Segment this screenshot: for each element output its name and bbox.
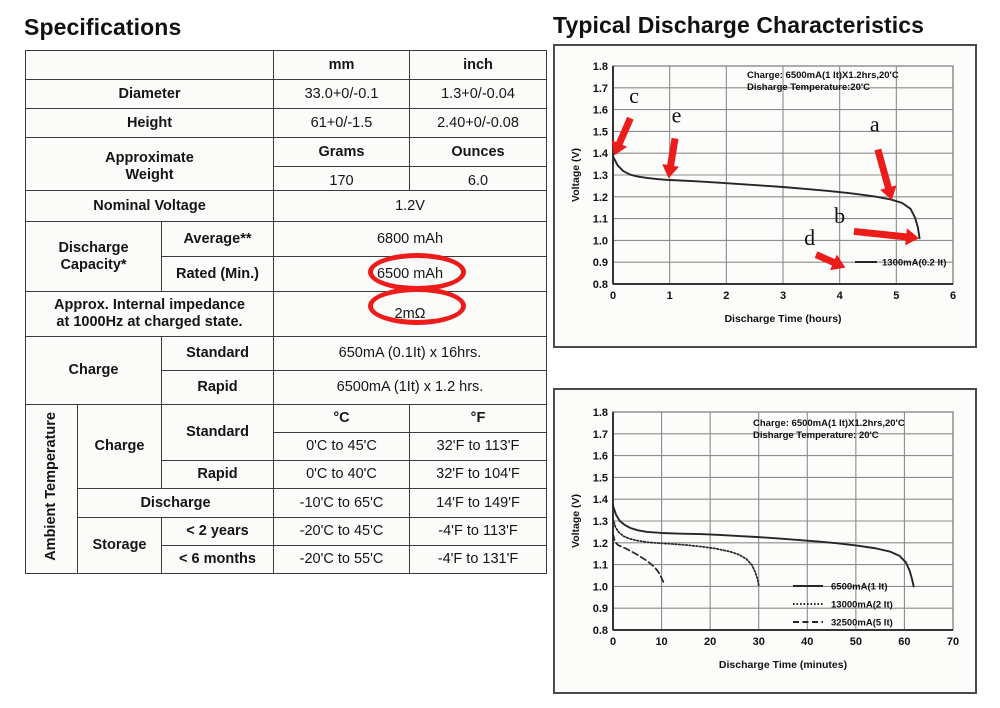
ambient-line1: Ambient [43,503,60,562]
discharge-rated-label: Rated (Min.) [162,257,274,292]
svg-text:Disharge Temperature: 20'C: Disharge Temperature: 20'C [753,430,879,441]
ambient-discharge-c: -10'C to 65'C [274,489,410,518]
svg-text:c: c [629,83,639,109]
svg-text:10: 10 [655,636,668,648]
row-label-diameter: Diameter [26,80,274,109]
svg-text:1.5: 1.5 [592,126,608,139]
discharge-characteristics-heading: Typical Discharge Characteristics [553,12,925,38]
svg-text:1.2: 1.2 [592,537,608,550]
ambient-storage-6m-c: -20'C to 55'C [274,546,410,574]
svg-text:13000mA(2 It): 13000mA(2 It) [831,599,893,611]
ambient-line2: Temperature [43,412,60,500]
svg-text:1.0: 1.0 [592,581,608,594]
svg-text:4: 4 [836,290,843,302]
ambient-storage-6m-label: < 6 months [162,546,274,574]
svg-text:1.1: 1.1 [592,559,608,572]
ambient-charge-label: Charge [78,405,162,489]
diameter-inch: 1.3+0/-0.04 [410,80,547,109]
ambient-charge-standard-c: 0'C to 45'C [274,433,410,461]
svg-text:1.6: 1.6 [592,104,608,117]
svg-text:30: 30 [752,636,765,648]
ambient-storage-2y-c: -20'C to 45'C [274,518,410,546]
table-row [26,337,547,371]
svg-text:d: d [804,224,816,250]
svg-text:5: 5 [893,290,900,302]
nominal-voltage-value: 1.2V [274,191,547,222]
ambient-storage-2y-label: < 2 years [162,518,274,546]
dimensions-corner-cell [26,51,274,80]
svg-text:0: 0 [609,636,617,648]
svg-text:1300mA(0.2 It): 1300mA(0.2 It) [882,257,947,269]
dimensions-header-inch: inch [410,51,547,80]
svg-text:Charge: 6500mA(1 It)X1.2hrs,20: Charge: 6500mA(1 It)X1.2hrs,20'C [753,418,905,429]
weight-value-grams: 170 [274,167,410,196]
svg-text:0.9: 0.9 [592,603,608,616]
svg-text:0.8: 0.8 [592,279,608,291]
electrical-specifications-table [25,190,547,574]
ambient-discharge-label: Discharge [78,489,274,518]
svg-text:1.4: 1.4 [592,148,608,161]
table-row [26,405,547,433]
ambient-temperature-vertical-text [43,412,60,561]
charge-rapid-value: 6500mA (1It) x 1.2 hrs. [274,371,547,405]
charge-standard-label: Standard [162,337,274,371]
svg-text:0.9: 0.9 [592,257,608,270]
discharge-rated-value: 6500 mAh [274,257,547,292]
weight-value-ounces: 6.0 [410,167,547,196]
svg-text:1.3: 1.3 [592,170,608,182]
svg-text:3: 3 [779,290,787,302]
table-row [26,292,547,337]
svg-text:20: 20 [704,636,717,648]
svg-text:1.7: 1.7 [592,82,608,95]
svg-text:1.6: 1.6 [592,450,608,463]
svg-text:1.0: 1.0 [592,235,608,248]
height-inch: 2.40+0/-0.08 [410,109,547,138]
charge-rapid-label: Rapid [162,371,274,405]
discharge-chart-hours-panel [553,44,977,348]
discharge-chart-minutes-panel [553,388,977,694]
svg-text:40: 40 [801,636,814,648]
svg-text:1.3: 1.3 [592,516,608,528]
discharge-capacity-label [26,222,162,292]
svg-text:1.8: 1.8 [592,407,608,419]
svg-text:6500mA(1 It): 6500mA(1 It) [831,581,888,593]
svg-text:1.5: 1.5 [592,472,608,485]
svg-text:50: 50 [849,636,862,648]
weight-label-line2: Weight [125,166,174,183]
svg-text:1.1: 1.1 [592,213,608,226]
svg-text:e: e [671,102,682,128]
unit-fahrenheit-header: °F [410,405,547,433]
ambient-discharge-f: 14'F to 149'F [410,489,547,518]
discharge-chart-hours-svg [555,46,971,342]
row-label-approximate-weight [26,138,274,196]
svg-text:1: 1 [666,290,673,302]
impedance-label [26,292,274,337]
discharge-chart-minutes-svg [555,390,971,688]
svg-text:1.7: 1.7 [592,428,608,441]
row-label-height: Height [26,109,274,138]
svg-text:Voltage (V): Voltage (V) [570,147,582,203]
ambient-charge-rapid-label: Rapid [162,461,274,489]
svg-text:Voltage (V): Voltage (V) [570,493,582,549]
svg-text:2: 2 [723,290,730,302]
ambient-charge-rapid-f: 32'F to 104'F [410,461,547,489]
ambient-storage-label: Storage [78,518,162,574]
discharge-average-value: 6800 mAh [274,222,547,257]
table-row [26,51,547,80]
svg-text:Discharge Time (hours): Discharge Time (hours) [724,313,842,325]
unit-celsius-header: °C [274,405,410,433]
weight-unit-ounces: Ounces [410,138,547,167]
svg-text:b: b [834,202,846,228]
svg-text:Charge: 6500mA(1 It)X1.2hrs,20: Charge: 6500mA(1 It)X1.2hrs,20'C [747,70,899,81]
specifications-heading: Specifications [24,14,182,40]
impedance-line2: at 1000Hz at charged state. [56,314,243,330]
svg-text:70: 70 [946,636,960,648]
charge-label: Charge [26,337,162,405]
svg-text:a: a [869,111,880,137]
svg-text:32500mA(5 It): 32500mA(5 It) [831,617,893,629]
table-row [26,191,547,222]
impedance-line1: Approx. Internal impedance [54,297,245,314]
ambient-temperature-label [26,405,78,574]
svg-text:0.8: 0.8 [592,625,608,637]
weight-unit-grams: Grams [274,138,410,167]
ambient-storage-6m-f: -4'F to 131'F [410,546,547,574]
charge-standard-value: 650mA (0.1It) x 16hrs. [274,337,547,371]
svg-text:Discharge Time (minutes): Discharge Time (minutes) [718,659,848,671]
discharge-capacity-line2: Capacity* [60,256,127,273]
svg-text:6: 6 [949,290,957,302]
ambient-charge-standard-label: Standard [162,405,274,461]
table-row [26,138,547,167]
dimensions-header-mm: mm [274,51,410,80]
svg-text:0: 0 [609,290,617,302]
svg-text:1.8: 1.8 [592,61,608,73]
diameter-mm: 33.0+0/-0.1 [274,80,410,109]
impedance-value: 2mΩ [274,292,547,337]
table-row [26,109,547,138]
svg-text:60: 60 [898,636,911,648]
ambient-storage-2y-f: -4'F to 113'F [410,518,547,546]
table-row [26,518,547,546]
dimensions-table [25,50,547,196]
table-row [26,489,547,518]
weight-label-line1: Approximate [105,149,194,166]
svg-text:1.4: 1.4 [592,494,608,507]
ambient-charge-standard-f: 32'F to 113'F [410,433,547,461]
discharge-capacity-line1: Discharge [58,239,129,256]
height-mm: 61+0/-1.5 [274,109,410,138]
discharge-average-label: Average** [162,222,274,257]
ambient-charge-rapid-c: 0'C to 40'C [274,461,410,489]
table-row [26,222,547,257]
svg-text:Disharge Temperature:20'C: Disharge Temperature:20'C [747,82,870,93]
table-row [26,80,547,109]
nominal-voltage-label: Nominal Voltage [26,191,274,222]
svg-text:1.2: 1.2 [592,191,608,204]
